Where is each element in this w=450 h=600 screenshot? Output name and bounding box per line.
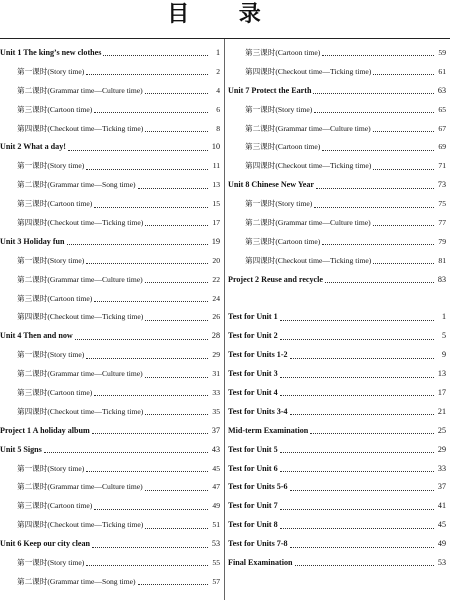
toc-dot-leader bbox=[280, 394, 434, 396]
toc-entry-label: 第一课时(Story time) bbox=[245, 104, 313, 114]
toc-section-entry[interactable] bbox=[0, 233, 220, 252]
toc-page-number: 49 bbox=[437, 539, 446, 549]
toc-dot-leader bbox=[280, 527, 434, 529]
toc-entry-label: Unit 8 Chinese New Year bbox=[228, 180, 315, 190]
toc-dot-leader bbox=[86, 357, 208, 359]
toc-dot-leader bbox=[373, 168, 434, 170]
toc-page-number: 22 bbox=[212, 274, 220, 284]
toc-dot-leader bbox=[280, 508, 434, 510]
toc-dot-leader bbox=[94, 300, 208, 302]
page-title: 目 录 bbox=[167, 1, 283, 26]
toc-entry-label: Project 1 A holiday album bbox=[0, 425, 90, 435]
toc-section-entry[interactable] bbox=[228, 308, 446, 327]
toc-entry-label: Unit 1 The king’s new clothes bbox=[0, 48, 102, 57]
toc-entry-label: 第一课时(Story time) bbox=[17, 161, 85, 171]
toc-dot-leader bbox=[325, 281, 434, 283]
toc-section-entry[interactable] bbox=[228, 516, 446, 535]
toc-lesson-entry[interactable] bbox=[0, 63, 220, 82]
toc-lesson-entry[interactable] bbox=[0, 120, 220, 139]
toc-dot-leader bbox=[75, 338, 208, 340]
toc-dot-leader bbox=[280, 451, 434, 453]
toc-dot-leader bbox=[103, 54, 208, 56]
toc-dot-leader bbox=[310, 432, 434, 434]
toc-page-number: 1 bbox=[441, 312, 446, 322]
toc-lesson-entry[interactable] bbox=[228, 252, 446, 271]
toc-section-entry[interactable] bbox=[0, 422, 220, 441]
toc-entry-label: 第一课时(Story time) bbox=[17, 463, 85, 473]
toc-entry-label: 第二课时(Grammar time—Culture time) bbox=[17, 274, 143, 284]
toc-page-number: 1 bbox=[215, 48, 220, 57]
toc-page-number: 65 bbox=[438, 104, 446, 114]
toc-page-number: 47 bbox=[212, 482, 220, 492]
toc-section-entry[interactable] bbox=[228, 403, 446, 422]
toc-dot-leader bbox=[86, 564, 208, 566]
toc-entry-label: Test for Units 3-4 bbox=[228, 406, 288, 416]
toc-entry-label: Test for Unit 1 bbox=[228, 312, 278, 322]
toc-dot-leader bbox=[92, 546, 208, 548]
toc-page-number: 17 bbox=[437, 388, 446, 398]
toc-lesson-entry[interactable] bbox=[228, 44, 446, 63]
toc-dot-leader bbox=[280, 319, 434, 321]
toc-dot-leader bbox=[313, 92, 434, 94]
toc-entry-label: Project 2 Reuse and recycle bbox=[228, 274, 323, 284]
toc-entry-label: 第四课时(Checkout time—Ticking time) bbox=[17, 406, 144, 416]
toc-entry-label: 第二课时(Grammar time—Culture time) bbox=[17, 85, 143, 95]
toc-section-entry[interactable] bbox=[0, 441, 220, 460]
toc-entry-label: 第一课时(Story time) bbox=[17, 558, 85, 568]
toc-dot-leader bbox=[373, 130, 434, 132]
toc-dot-leader bbox=[145, 319, 208, 321]
toc-page-number: 9 bbox=[441, 350, 446, 360]
toc-entry-label: Mid-term Examination bbox=[228, 425, 309, 435]
toc-section-entry[interactable] bbox=[228, 384, 446, 403]
toc-page-number: 13 bbox=[212, 180, 220, 190]
toc-page-number: 26 bbox=[212, 312, 220, 322]
toc-page-number: 29 bbox=[212, 350, 220, 360]
toc-page-number: 57 bbox=[212, 576, 220, 586]
toc-entry-label: Test for Unit 6 bbox=[228, 463, 278, 473]
toc-lesson-entry[interactable] bbox=[228, 138, 446, 157]
toc-entry-label: 第三课时(Cartoon time) bbox=[17, 501, 93, 511]
toc-entry-label: 第三课时(Cartoon time) bbox=[17, 388, 93, 398]
toc-entry-label: Test for Unit 8 bbox=[228, 520, 278, 530]
toc-page-number: 37 bbox=[211, 425, 220, 435]
toc-lesson-entry[interactable] bbox=[228, 157, 446, 176]
toc-dot-leader bbox=[145, 281, 208, 283]
toc-entry-label: 第四课时(Checkout time—Ticking time) bbox=[245, 161, 372, 171]
toc-page-number: 8 bbox=[216, 123, 220, 133]
toc-entry-label: Unit 4 Then and now bbox=[0, 331, 73, 341]
toc-lesson-entry[interactable] bbox=[228, 101, 446, 120]
toc-lesson-entry[interactable] bbox=[0, 478, 220, 497]
toc-entry-label: 第二课时(Grammar time—Song time) bbox=[17, 180, 136, 190]
toc-dot-leader bbox=[314, 206, 434, 208]
toc-entry-label: Test for Unit 3 bbox=[228, 369, 278, 379]
toc-page-number: 71 bbox=[438, 161, 446, 171]
toc-lesson-entry[interactable] bbox=[0, 308, 220, 327]
toc-section-entry[interactable] bbox=[228, 554, 446, 573]
toc-section-entry[interactable] bbox=[228, 176, 446, 195]
toc-entry-label: Unit 6 Keep our city clean bbox=[0, 539, 90, 549]
toc-entry-label: 第三课时(Cartoon time) bbox=[17, 293, 93, 303]
toc-lesson-entry[interactable] bbox=[0, 554, 220, 573]
toc-lesson-entry[interactable] bbox=[0, 516, 220, 535]
toc-dot-leader bbox=[44, 451, 208, 453]
toc-lesson-entry[interactable] bbox=[0, 384, 220, 403]
toc-page-number: 5 bbox=[441, 331, 446, 341]
toc-entry-label: 第二课时(Grammar time—Culture time) bbox=[17, 369, 143, 379]
toc-dot-leader bbox=[373, 73, 434, 75]
toc-page-number: 15 bbox=[212, 199, 220, 209]
toc-page-number: 10 bbox=[211, 142, 220, 152]
toc-entry-label: Unit 7 Protect the Earth bbox=[228, 85, 312, 95]
toc-lesson-entry[interactable] bbox=[0, 573, 220, 592]
toc-page-number: 17 bbox=[212, 218, 220, 228]
toc-page-number: 49 bbox=[212, 501, 220, 511]
toc-page-number: 81 bbox=[438, 255, 446, 265]
toc-lesson-entry[interactable] bbox=[228, 195, 446, 214]
toc-lesson-entry[interactable] bbox=[228, 233, 446, 252]
toc-right-column bbox=[228, 44, 446, 573]
toc-page-number: 37 bbox=[437, 482, 446, 492]
toc-page-number: 33 bbox=[437, 463, 446, 473]
toc-dot-leader bbox=[322, 149, 434, 151]
toc-section-entry[interactable] bbox=[228, 441, 446, 460]
toc-entry-label: 第一课时(Story time) bbox=[17, 350, 85, 360]
toc-dot-leader bbox=[94, 508, 208, 510]
toc-lesson-entry[interactable] bbox=[0, 460, 220, 479]
toc-dot-leader bbox=[92, 432, 208, 434]
toc-page-number: 79 bbox=[438, 236, 446, 246]
toc-section-entry[interactable] bbox=[228, 327, 446, 346]
toc-lesson-entry[interactable] bbox=[0, 290, 220, 309]
toc-lesson-entry[interactable] bbox=[0, 82, 220, 101]
toc-lesson-entry[interactable] bbox=[0, 214, 220, 233]
toc-entry-label: 第二课时(Grammar time—Song time) bbox=[17, 576, 136, 586]
toc-entry-label: 第四课时(Checkout time—Ticking time) bbox=[17, 312, 144, 322]
toc-section-entry[interactable] bbox=[228, 497, 446, 516]
toc-page-number: 45 bbox=[212, 463, 220, 473]
toc-dot-leader bbox=[145, 413, 208, 415]
toc-dot-leader bbox=[86, 73, 208, 75]
toc-entry-label: 第二课时(Grammar time—Culture time) bbox=[17, 482, 143, 492]
toc-lesson-entry[interactable] bbox=[0, 195, 220, 214]
toc-section-entry[interactable] bbox=[228, 271, 446, 290]
toc-entry-label: Unit 2 What a day! bbox=[0, 142, 66, 152]
toc-lesson-entry[interactable] bbox=[228, 120, 446, 139]
toc-page-number: 6 bbox=[216, 104, 220, 114]
toc-dot-leader bbox=[145, 130, 208, 132]
toc-page-number: 24 bbox=[212, 293, 220, 303]
toc-entry-label: Test for Unit 5 bbox=[228, 444, 278, 454]
toc-entry-label: Test for Units 1-2 bbox=[228, 350, 288, 360]
toc-lesson-entry[interactable] bbox=[0, 346, 220, 365]
toc-dot-leader bbox=[145, 376, 208, 378]
toc-section-entry[interactable] bbox=[0, 138, 220, 157]
toc-section-entry[interactable] bbox=[0, 44, 220, 63]
toc-page-number: 11 bbox=[212, 161, 220, 171]
toc-lesson-entry[interactable] bbox=[0, 252, 220, 271]
toc-entry-label: 第四课时(Checkout time—Ticking time) bbox=[245, 66, 372, 76]
toc-page-number: 41 bbox=[437, 501, 446, 511]
toc-page-number: 55 bbox=[212, 558, 220, 568]
toc-entry-label: 第三课时(Cartoon time) bbox=[245, 142, 321, 152]
toc-dot-leader bbox=[280, 376, 434, 378]
toc-page-number: 69 bbox=[438, 142, 446, 152]
toc-left-column bbox=[0, 44, 220, 592]
toc-lesson-entry[interactable] bbox=[0, 101, 220, 120]
toc-page-number: 20 bbox=[212, 255, 220, 265]
toc-lesson-entry[interactable] bbox=[228, 214, 446, 233]
toc-page-number: 45 bbox=[437, 520, 446, 530]
toc-lesson-entry[interactable] bbox=[0, 497, 220, 516]
toc-entry-label: 第四课时(Checkout time—Ticking time) bbox=[17, 218, 144, 228]
toc-dot-leader bbox=[322, 243, 434, 245]
toc-spacer bbox=[228, 290, 446, 309]
toc-dot-leader bbox=[138, 583, 208, 585]
toc-entry-label: 第三课时(Cartoon time) bbox=[245, 48, 321, 57]
toc-dot-leader bbox=[145, 489, 208, 491]
toc-lesson-entry[interactable] bbox=[0, 157, 220, 176]
toc-dot-leader bbox=[295, 564, 434, 566]
toc-page-number: 73 bbox=[437, 180, 446, 190]
toc-dot-leader bbox=[322, 54, 434, 56]
toc-entry-label: 第二课时(Grammar time—Culture time) bbox=[245, 123, 371, 133]
toc-page-number: 63 bbox=[437, 85, 446, 95]
toc-dot-leader bbox=[86, 470, 208, 472]
toc-lesson-entry[interactable] bbox=[0, 271, 220, 290]
toc-entry-label: 第三课时(Cartoon time) bbox=[17, 199, 93, 209]
toc-page-number: 53 bbox=[437, 558, 446, 568]
toc-lesson-entry[interactable] bbox=[0, 176, 220, 195]
toc-dot-leader bbox=[138, 187, 208, 189]
toc-page-number: 31 bbox=[212, 369, 220, 379]
toc-entry-label: Test for Unit 2 bbox=[228, 331, 278, 341]
toc-page-number: 19 bbox=[211, 236, 220, 246]
toc-section-entry[interactable] bbox=[228, 365, 446, 384]
toc-page-number: 51 bbox=[212, 520, 220, 530]
toc-dot-leader bbox=[316, 187, 434, 189]
toc-entry-label: 第三课时(Cartoon time) bbox=[245, 236, 321, 246]
toc-dot-leader bbox=[290, 357, 434, 359]
toc-entry-label: Final Examination bbox=[228, 558, 293, 568]
toc-dot-leader bbox=[314, 111, 434, 113]
toc-page-number: 43 bbox=[211, 444, 220, 454]
toc-entry-label: 第四课时(Checkout time—Ticking time) bbox=[17, 123, 144, 133]
toc-dot-leader bbox=[86, 168, 208, 170]
toc-page-number: 4 bbox=[216, 85, 220, 95]
toc-dot-leader bbox=[145, 527, 208, 529]
toc-dot-leader bbox=[67, 243, 208, 245]
toc-dot-leader bbox=[94, 394, 208, 396]
toc-lesson-entry[interactable] bbox=[228, 63, 446, 82]
toc-dot-leader bbox=[68, 149, 208, 151]
toc-page-number: 75 bbox=[438, 199, 446, 209]
toc-page-number: 25 bbox=[437, 425, 446, 435]
toc-dot-leader bbox=[280, 338, 434, 340]
toc-entry-label: 第一课时(Story time) bbox=[17, 66, 85, 76]
toc-entry-label: 第四课时(Checkout time—Ticking time) bbox=[245, 255, 372, 265]
toc-page-number: 67 bbox=[438, 123, 446, 133]
title-rule bbox=[0, 38, 450, 39]
toc-entry-label: 第四课时(Checkout time—Ticking time) bbox=[17, 520, 144, 530]
toc-dot-leader bbox=[290, 489, 434, 491]
toc-section-entry[interactable] bbox=[228, 82, 446, 101]
toc-dot-leader bbox=[86, 262, 208, 264]
toc-page-number: 28 bbox=[211, 331, 220, 341]
toc-page-number: 53 bbox=[211, 539, 220, 549]
toc-entry-label: Unit 5 Signs bbox=[0, 444, 42, 454]
toc-lesson-entry[interactable] bbox=[0, 403, 220, 422]
toc-page-number: 2 bbox=[216, 66, 220, 76]
toc-lesson-entry[interactable] bbox=[0, 365, 220, 384]
toc-dot-leader bbox=[373, 224, 434, 226]
toc-entry-label: Test for Units 5-6 bbox=[228, 482, 288, 492]
toc-entry-label: 第一课时(Story time) bbox=[17, 255, 85, 265]
toc-dot-leader bbox=[94, 206, 208, 208]
toc-section-entry[interactable] bbox=[228, 346, 446, 365]
toc-page-number: 77 bbox=[438, 218, 446, 228]
toc-entry-label: Test for Unit 4 bbox=[228, 388, 278, 398]
column-divider bbox=[224, 39, 225, 600]
toc-page-number: 61 bbox=[438, 66, 446, 76]
toc-entry-label: 第二课时(Grammar time—Culture time) bbox=[245, 218, 371, 228]
toc-dot-leader bbox=[94, 111, 208, 113]
toc-page-number: 83 bbox=[437, 274, 446, 284]
toc-page-number: 59 bbox=[438, 48, 446, 57]
toc-dot-leader bbox=[290, 546, 434, 548]
toc-dot-leader bbox=[145, 92, 208, 94]
toc-page-number: 29 bbox=[437, 444, 446, 454]
toc-entry-label: Unit 3 Holiday fun bbox=[0, 236, 65, 246]
toc-page-number: 35 bbox=[212, 406, 220, 416]
toc-entry-label: Test for Units 7-8 bbox=[228, 539, 288, 549]
toc-section-entry[interactable] bbox=[228, 478, 446, 497]
toc-section-entry[interactable] bbox=[0, 535, 220, 554]
toc-dot-leader bbox=[290, 413, 434, 415]
toc-page-number: 21 bbox=[437, 406, 446, 416]
toc-section-entry[interactable] bbox=[228, 535, 446, 554]
toc-dot-leader bbox=[145, 224, 208, 226]
toc-entry-label: 第一课时(Story time) bbox=[245, 199, 313, 209]
toc-dot-leader bbox=[280, 470, 434, 472]
toc-section-entry[interactable] bbox=[0, 327, 220, 346]
toc-entry-label: Test for Unit 7 bbox=[228, 501, 278, 511]
toc-dot-leader bbox=[373, 262, 434, 264]
toc-page-number: 33 bbox=[212, 388, 220, 398]
toc-section-entry[interactable] bbox=[228, 422, 446, 441]
toc-section-entry[interactable] bbox=[228, 460, 446, 479]
toc-entry-label: 第三课时(Cartoon time) bbox=[17, 104, 93, 114]
toc-page-number: 13 bbox=[437, 369, 446, 379]
